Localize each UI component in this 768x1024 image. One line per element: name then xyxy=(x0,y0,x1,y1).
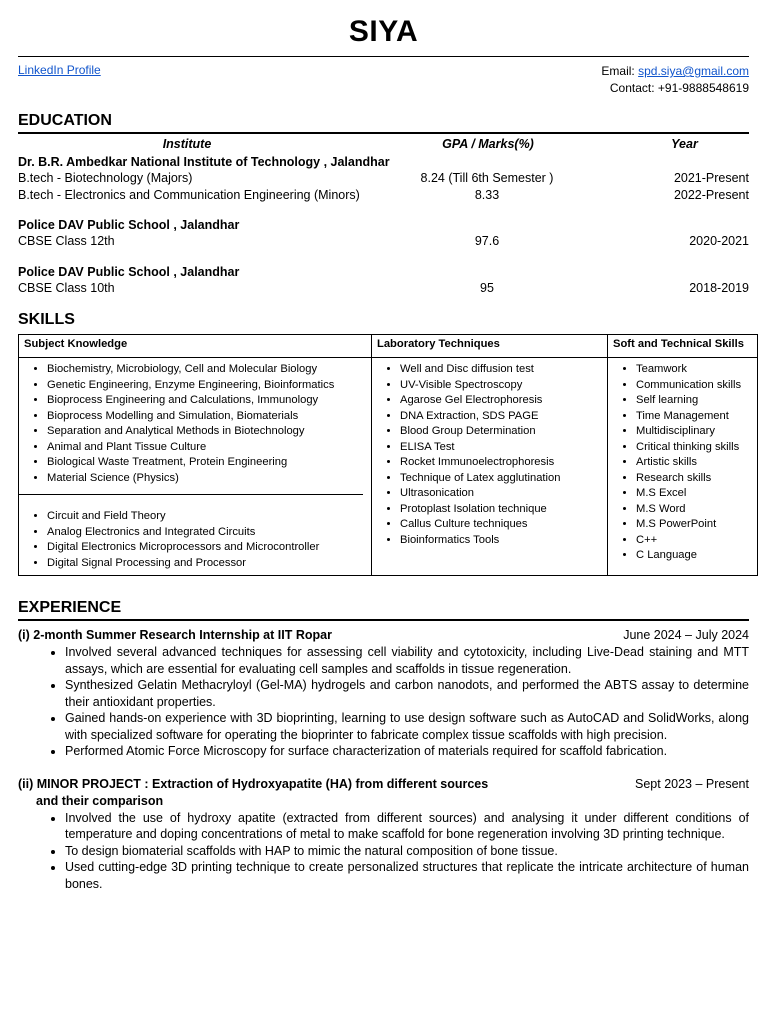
soft-skills-list xyxy=(608,358,757,568)
subject-knowledge-cell xyxy=(19,358,372,576)
experience-title-text: (i) 2-month Summer Research Internship at IIT Ropar xyxy=(18,628,332,642)
lab-technique-item: • Bioinformatics Tools xyxy=(400,533,607,549)
subject-knowledge-item: • Analog Electronics and Integrated Circuits xyxy=(47,525,371,541)
degree: CBSE Class 10th xyxy=(18,280,115,295)
skills-table xyxy=(18,334,758,576)
contact-right xyxy=(601,63,749,97)
education-title: EDUCATION xyxy=(18,112,112,129)
lab-technique-item: • ELISA Test xyxy=(400,440,607,456)
subject-knowledge-item: • Animal and Plant Tissue Culture xyxy=(47,440,371,456)
subject-knowledge-item: • Bioprocess Engineering and Calculations, Immunology xyxy=(47,393,371,409)
year: 2022-Present xyxy=(673,187,749,202)
experience-bullet: • Synthesized Gelatin Methacryloyl (Gel-MA) hydrogels and carbon nanodots, and performed the ABTS assay to determine their antioxidant properties. xyxy=(65,677,749,710)
institute-name: Police DAV Public School , Jalandhar xyxy=(18,218,240,232)
gpa: 8.33 xyxy=(474,187,500,202)
year: 2018-2019 xyxy=(689,280,749,295)
soft-skill-item: • M.S PowerPoint xyxy=(636,517,757,533)
degree: B.tech - Electronics and Communication Engineering (Minors) xyxy=(18,187,360,202)
experience-bullet: • To design biomaterial scaffolds with HAP to mimic the natural composition of bone tissue. xyxy=(65,843,749,860)
year: 2021-Present xyxy=(673,171,749,185)
soft-skill-item: • C++ xyxy=(636,533,757,549)
lab-technique-item: • Ultrasonication xyxy=(400,486,607,502)
experience-bullet: • Involved several advanced techniques for assessing cell viability and cytotoxicity, including Live-Dead staining and MTT assays, which are essential for evaluating cell samples and scaffolds in tissue regeneration. xyxy=(65,644,749,677)
education-entry xyxy=(18,154,749,203)
soft-skill-item: • M.S Word xyxy=(636,502,757,518)
experience-bullet: • Involved the use of hydroxy apatite (extracted from different sources) and analysing it under different conditions of temperature and doping concentrations of metal to make scaffold for bone regeneration involving 3D printing technique. xyxy=(65,810,749,843)
subject-knowledge-item: • Digital Signal Processing and Processor xyxy=(47,556,371,572)
experience-bullet: • Gained hands-on experience with 3D bioprinting, learning to use design software such as AutoCAD and SolidWorks, along with specialized software for operating the bioprinter to fabricate complex tissue scaffolds with high precision. xyxy=(65,710,749,743)
degree: CBSE Class 12th xyxy=(18,234,115,248)
experience-date: June 2024 – July 2024 xyxy=(623,628,749,642)
lab-technique-item: • Rocket Immunoelectrophoresis xyxy=(400,455,607,471)
soft-skill-item: • Critical thinking skills xyxy=(636,440,757,456)
soft-skill-item: • Teamwork xyxy=(636,362,757,378)
soft-skills-header: Soft and Technical Skills xyxy=(608,335,758,358)
lab-technique-item: • Callus Culture techniques xyxy=(400,517,607,533)
experience-entry xyxy=(18,776,749,893)
subject-knowledge-item: • Genetic Engineering, Enzyme Engineering, Bioinformatics xyxy=(47,378,371,394)
lab-technique-item: • DNA Extraction, SDS PAGE xyxy=(400,409,607,425)
email-link[interactable]: spd.siya@gmail.com xyxy=(638,64,749,78)
subject-knowledge-item: • Biological Waste Treatment, Protein Engineering xyxy=(47,455,371,471)
degree-row xyxy=(18,187,749,204)
candidate-name: SIYA xyxy=(348,15,419,48)
degree-row xyxy=(18,170,749,187)
col-gpa: GPA / Marks(%) xyxy=(442,137,534,151)
subject-knowledge-header: Subject Knowledge xyxy=(19,335,372,358)
soft-skill-item: • Self learning xyxy=(636,393,757,409)
lab-technique-item: • Technique of Latex agglutination xyxy=(400,471,607,487)
contact-row xyxy=(18,63,749,97)
gpa: 8.24 (Till 6th Semester ) xyxy=(420,171,554,185)
experience-bullet: • Performed Atomic Force Microscopy for surface characterization of materials required for scaffold fabrication. xyxy=(65,743,749,760)
subject-knowledge-item: • Circuit and Field Theory xyxy=(47,509,371,525)
soft-skill-item: • Artistic skills xyxy=(636,455,757,471)
experience-date: Sept 2023 – Present xyxy=(635,776,749,791)
experience-title-continued: and their comparison xyxy=(36,793,164,808)
linkedin-link[interactable]: LinkedIn Profile xyxy=(18,63,101,77)
subject-knowledge-item: • Digital Electronics Microprocessors and Microcontroller xyxy=(47,540,371,556)
subject-list-ece xyxy=(19,495,371,575)
experience-title-text: (ii) MINOR PROJECT : Extraction of Hydroxyapatite (HA) from different sources xyxy=(18,776,489,791)
experience-heading xyxy=(18,776,749,793)
experience-title: EXPERIENCE xyxy=(18,599,122,616)
experience-heading xyxy=(18,627,749,644)
lab-techniques-cell xyxy=(372,358,608,576)
education-entry xyxy=(18,264,749,297)
education-entry xyxy=(18,217,749,250)
contact-left xyxy=(18,63,101,97)
soft-skill-item: • Multidisciplinary xyxy=(636,424,757,440)
email-line xyxy=(601,63,749,80)
skills-header-row xyxy=(19,335,758,358)
lab-technique-item: • Well and Disc diffusion test xyxy=(400,362,607,378)
col-institute: Institute xyxy=(162,137,212,151)
experience-rule xyxy=(18,619,749,621)
degree: B.tech - Biotechnology (Majors) xyxy=(18,171,193,185)
subject-knowledge-item: • Biochemistry, Microbiology, Cell and Molecular Biology xyxy=(47,362,371,378)
lab-technique-item: • Agarose Gel Electrophoresis xyxy=(400,393,607,409)
skills-body-row xyxy=(19,358,758,576)
degree-row xyxy=(18,280,749,297)
soft-skill-item: • Research skills xyxy=(636,471,757,487)
year: 2020-2021 xyxy=(689,234,749,248)
lab-technique-item: • Blood Group Determination xyxy=(400,424,607,440)
experience-bullet: • Used cutting-edge 3D printing technique to create personalized structures that replicate the intricate architecture of human bones. xyxy=(65,859,749,892)
soft-skill-item: • Time Management xyxy=(636,409,757,425)
skills-title: SKILLS xyxy=(18,311,75,328)
subject-knowledge-item: • Material Science (Physics) xyxy=(47,471,371,487)
col-year: Year xyxy=(671,137,698,151)
degree-row xyxy=(18,233,749,250)
phone-line: Contact: +91-9888548619 xyxy=(609,81,749,95)
institute-name: Police DAV Public School , Jalandhar xyxy=(18,264,240,279)
resume-page xyxy=(18,0,749,892)
lab-techniques-header: Laboratory Techniques xyxy=(372,335,608,358)
lab-techniques-list xyxy=(372,358,607,552)
institute-name: Dr. B.R. Ambedkar National Institute of Technology , Jalandhar xyxy=(18,155,390,169)
email-label: Email: xyxy=(601,64,639,78)
lab-technique-item: • Protoplast Isolation technique xyxy=(400,502,607,518)
gpa: 95 xyxy=(480,280,494,295)
soft-skill-item: • M.S Excel xyxy=(636,486,757,502)
gpa: 97.6 xyxy=(474,234,500,248)
education-column-headers xyxy=(18,134,749,154)
soft-skill-item: • C Language xyxy=(636,548,757,564)
soft-skills-cell xyxy=(608,358,758,576)
experience-bullets xyxy=(18,644,749,760)
soft-skill-item: • Communication skills xyxy=(636,378,757,394)
lab-technique-item: • UV-Visible Spectroscopy xyxy=(400,378,607,394)
experience-bullets xyxy=(18,810,749,893)
experience-entry xyxy=(18,627,749,760)
header-divider xyxy=(18,56,749,57)
subject-knowledge-item: • Bioprocess Modelling and Simulation, Biomaterials xyxy=(47,409,371,425)
subject-list-bio xyxy=(19,358,371,490)
subject-knowledge-item: • Separation and Analytical Methods in Biotechnology xyxy=(47,424,371,440)
